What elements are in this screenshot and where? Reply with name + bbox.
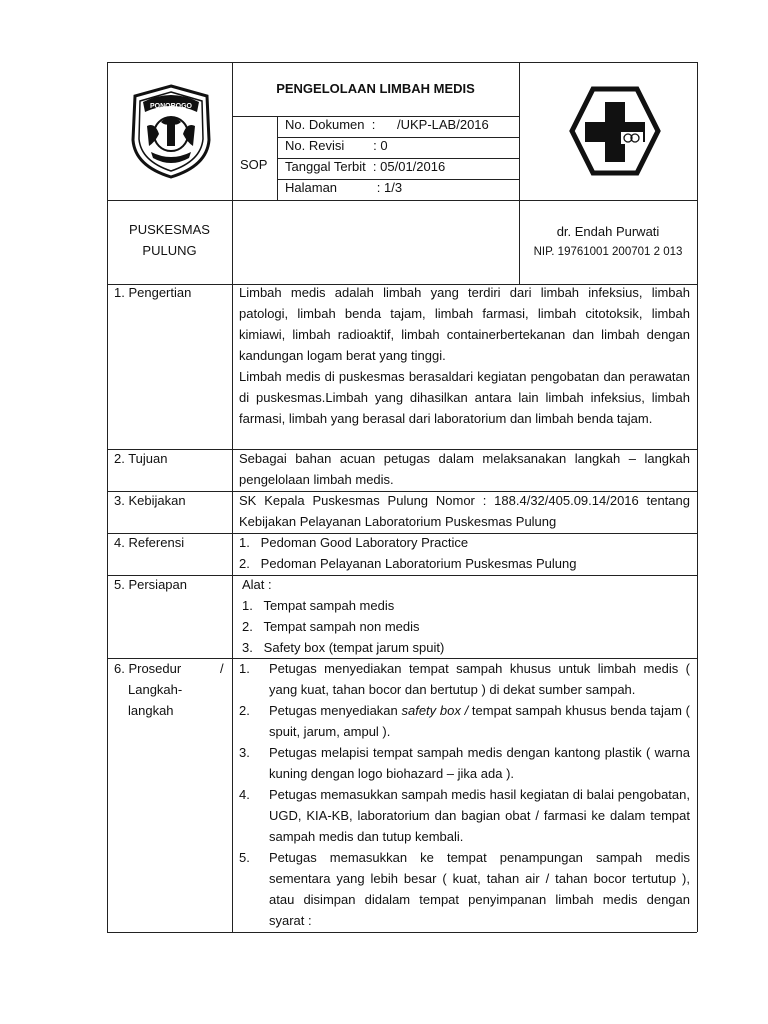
- section-label-tujuan: 2. Tujuan: [114, 451, 168, 466]
- svg-text:PONOROGO: PONOROGO: [149, 103, 193, 110]
- prosedur-step: [239, 700, 690, 742]
- step-number: 3.: [239, 745, 250, 760]
- row-sep-persiapan: [107, 575, 697, 576]
- puskesmas-logo: [569, 86, 661, 176]
- issue-date: Tanggal Terbit : 05/01/2016: [285, 159, 446, 174]
- referensi-item: 1. Pedoman Good Laboratory Practice: [239, 535, 469, 550]
- signer-name: dr. Endah Purwati: [556, 224, 660, 239]
- step-text: Petugas memasukkan sampah medis hasil kegiatan di balai pengobatan, UGD, KIA-KB, laboratorium dan bagian obat / farmasi ke dalam tempat sampah medis dan tutup kembali.: [269, 787, 690, 844]
- section-label-persiapan: 5. Persiapan: [114, 577, 187, 592]
- table-top-border: [107, 62, 697, 63]
- step-text-post: tempat sampah khusus benda tajam ( spuit, jarum, ampul ).: [269, 703, 690, 739]
- section-label-prosedur: 6. Prosedur: [114, 661, 182, 676]
- step-text-pre: Petugas menyediakan: [269, 703, 402, 718]
- org-name-line1: PUSKESMAS: [129, 222, 210, 237]
- tujuan-text: Sebagai bahan acuan petugas dalam melaksanakan langkah – langkah pengelolaan limbah medis.: [239, 451, 690, 487]
- persiapan-item: 2. Tempat sampah non medis: [242, 619, 420, 634]
- table-right-border: [697, 62, 698, 932]
- section-label-referensi: 4. Referensi: [114, 535, 185, 550]
- prosedur-step: [239, 742, 690, 784]
- step-number: 1.: [239, 661, 250, 676]
- step-text: Petugas menyediakan tempat sampah khusus untuk limbah medis ( yang kuat, tahan bocor dan bertutup ) di dekat sumber sampah.: [269, 661, 690, 697]
- ponorogo-crest-logo: [129, 82, 213, 180]
- pengertian-content: [239, 282, 690, 429]
- section-label-langkah: Langkah-: [128, 682, 183, 697]
- step-number: 4.: [239, 787, 250, 802]
- step-text-italic: safety box /: [401, 703, 469, 718]
- persiapan-item: 1. Tempat sampah medis: [242, 598, 395, 613]
- prosedur-step: [239, 658, 690, 700]
- header-divider-left: [232, 62, 233, 932]
- section-label-kebijakan: 3. Kebijakan: [114, 493, 186, 508]
- org-name-line2: PULUNG: [142, 243, 197, 258]
- section-label-slash: /: [220, 661, 224, 676]
- section-label-pengertian: 1. Pengertian: [114, 285, 192, 300]
- step-text: Petugas memasukkan ke tempat penampungan sampah medis sementara yang lebih besar ( kuat, tahan air / tahan bocor tertutup ), atau disimpan didalam tempat penyimpanan limbah medis dengan syarat :: [269, 850, 690, 928]
- pengertian-paragraph-2: Limbah medis di puskesmas berasaldari kegiatan pengobatan dan perawatan di puskesmas.Limbah yang dihasilkan antara lain limbah infeksius, limbah farmasi, limbah yang berasal dari laboratorium dan limbah benda tajam.: [239, 369, 690, 426]
- doc-number: No. Dokumen : /UKP-LAB/2016: [285, 117, 489, 132]
- step-text: Petugas melapisi tempat sampah medis dengan kantong plastik ( warna kuning dengan logo biohazard – jika ada ).: [269, 745, 690, 781]
- step-number: 2.: [239, 703, 250, 718]
- prosedur-step: [239, 847, 690, 931]
- kebijakan-text: SK Kepala Puskesmas Pulung Nomor : 188.4/32/405.09.14/2016 tentang Kebijakan Pelayanan Laboratorium Puskesmas Pulung: [239, 493, 690, 529]
- referensi-item: 2. Pedoman Pelayanan Laboratorium Puskesmas Pulung: [239, 556, 577, 571]
- persiapan-alat-heading: Alat :: [242, 577, 272, 592]
- page-title: PENGELOLAAN LIMBAH MEDIS: [276, 81, 475, 96]
- kebijakan-content: [239, 490, 690, 532]
- tujuan-content: [239, 448, 690, 490]
- table-left-border: [107, 62, 108, 932]
- revision-number: No. Revisi : 0: [285, 138, 388, 153]
- step-number: 5.: [239, 850, 250, 865]
- header-bottom-line: [107, 200, 697, 201]
- section-label-langkah-2: langkah: [128, 703, 174, 718]
- signer-nip: NIP. 19761001 200701 2 013: [533, 246, 683, 258]
- page-count: Halaman : 1/3: [285, 180, 403, 195]
- pengertian-paragraph-1: Limbah medis adalah limbah yang terdiri dari limbah infeksius, limbah patologi, limbah benda tajam, limbah farmasi, limbah citotoksik, limbah kimiawi, limbah radioaktif, limbah containerbertekanan dan limbah dengan kandungan logam berat yang tinggi.: [239, 285, 690, 363]
- prosedur-step: [239, 784, 690, 847]
- prosedur-list: [239, 658, 690, 931]
- persiapan-item: 3. Safety box (tempat jarum spuit): [242, 640, 445, 655]
- sop-label: SOP: [240, 157, 268, 172]
- table-bottom-border: [107, 932, 697, 933]
